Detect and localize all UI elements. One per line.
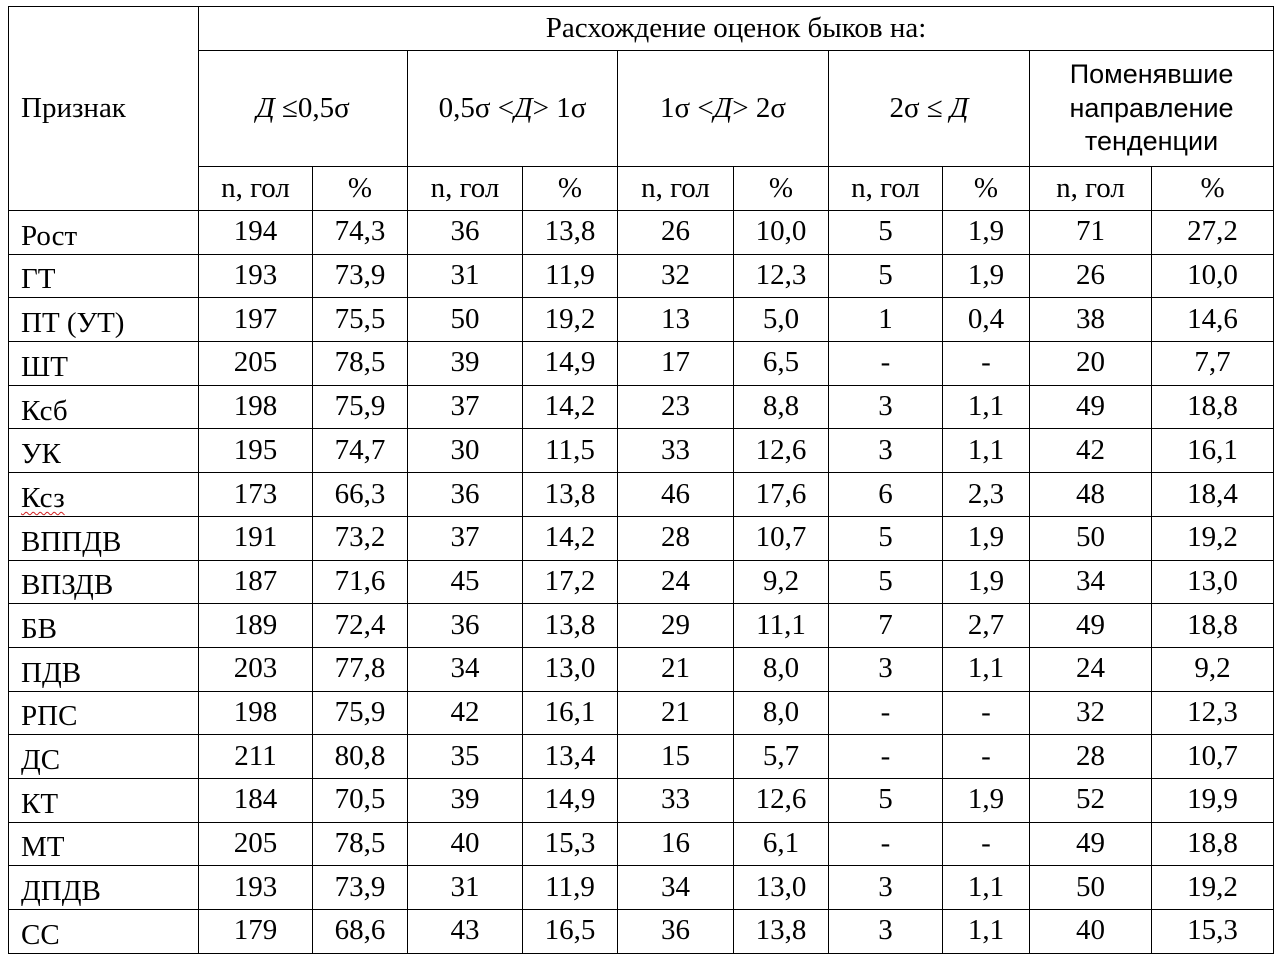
table-cell: 7	[829, 604, 943, 648]
feature-name	[9, 647, 199, 691]
table-cell: 32	[1030, 691, 1152, 735]
sub-header-count: n, гол	[408, 167, 523, 211]
table-cell: 13,8	[734, 910, 829, 954]
table-row	[9, 822, 1274, 866]
table-cell: 73,9	[313, 866, 408, 910]
table-cell: 73,2	[313, 516, 408, 560]
table-cell: 3	[829, 866, 943, 910]
table-row	[9, 429, 1274, 473]
table-cell: 15,3	[523, 822, 618, 866]
table-cell: 10,7	[734, 516, 829, 560]
table-cell: 194	[199, 211, 313, 255]
table-cell: 50	[408, 298, 523, 342]
table-cell: 16,1	[1152, 429, 1274, 473]
feature-name	[9, 254, 199, 298]
table-cell: 74,7	[313, 429, 408, 473]
range-header-4: 2σ ≤ Д	[829, 51, 1030, 167]
feature-name-text: ГТ	[21, 263, 56, 296]
table-cell: 39	[408, 342, 523, 386]
table-cell: 16	[618, 822, 734, 866]
feature-name	[9, 560, 199, 604]
table-cell: 5	[829, 778, 943, 822]
table-cell: 8,0	[734, 647, 829, 691]
table-cell: 80,8	[313, 735, 408, 779]
table-cell: 37	[408, 516, 523, 560]
feature-name	[9, 473, 199, 517]
table-cell: 74,3	[313, 211, 408, 255]
table-cell: 50	[1030, 516, 1152, 560]
table-row	[9, 778, 1274, 822]
table-cell: 18,8	[1152, 822, 1274, 866]
table-cell: 1,1	[943, 910, 1030, 954]
sub-header-percent: %	[734, 167, 829, 211]
table-cell: 21	[618, 647, 734, 691]
table-cell: 26	[618, 211, 734, 255]
table-cell: 193	[199, 254, 313, 298]
table-cell: 8,8	[734, 385, 829, 429]
table-cell: 70,5	[313, 778, 408, 822]
table-cell: 1,1	[943, 385, 1030, 429]
table-row	[9, 254, 1274, 298]
table-cell: 14,6	[1152, 298, 1274, 342]
feature-name-text: ВПЗДВ	[21, 569, 114, 602]
table-cell: 24	[1030, 647, 1152, 691]
table-row	[9, 516, 1274, 560]
table-cell: 31	[408, 254, 523, 298]
table-cell: 179	[199, 910, 313, 954]
table-row	[9, 647, 1274, 691]
feature-name	[9, 866, 199, 910]
table-cell: 13,8	[523, 473, 618, 517]
table-cell: 9,2	[734, 560, 829, 604]
feature-name	[9, 691, 199, 735]
table-row	[9, 691, 1274, 735]
table-cell: 71	[1030, 211, 1152, 255]
sub-header-count: n, гол	[618, 167, 734, 211]
feature-name-text: СС	[21, 918, 60, 951]
table-cell: 1,1	[943, 866, 1030, 910]
table-cell: 13,0	[734, 866, 829, 910]
table-cell: 3	[829, 429, 943, 473]
table-cell: 5	[829, 516, 943, 560]
range-header-2: 0,5σ <Д> 1σ	[408, 51, 618, 167]
table-cell: 3	[829, 910, 943, 954]
table-row	[9, 910, 1274, 954]
group-title: Расхождение оценок быков на:	[199, 7, 1274, 51]
table-cell: 24	[618, 560, 734, 604]
table-cell: 10,7	[1152, 735, 1274, 779]
table-cell: 17,2	[523, 560, 618, 604]
table-cell: 1	[829, 298, 943, 342]
table-cell: 211	[199, 735, 313, 779]
table-cell: 14,9	[523, 778, 618, 822]
feature-name	[9, 342, 199, 386]
table-cell: -	[943, 735, 1030, 779]
table-cell: 8,0	[734, 691, 829, 735]
table-cell: 12,6	[734, 778, 829, 822]
sub-header-count: n, гол	[199, 167, 313, 211]
table-cell: 12,6	[734, 429, 829, 473]
table-cell: 6,5	[734, 342, 829, 386]
sub-header-count: n, гол	[829, 167, 943, 211]
range-header-3: 1σ <Д> 2σ	[618, 51, 829, 167]
table-cell: -	[829, 342, 943, 386]
table-cell: 198	[199, 691, 313, 735]
table-cell: 23	[618, 385, 734, 429]
table-cell: 36	[408, 473, 523, 517]
table-cell: 17,6	[734, 473, 829, 517]
table-cell: 13	[618, 298, 734, 342]
table-cell: 34	[1030, 560, 1152, 604]
table-cell: 78,5	[313, 342, 408, 386]
table-cell: 30	[408, 429, 523, 473]
table-cell: 38	[1030, 298, 1152, 342]
table-cell: 1,1	[943, 647, 1030, 691]
table-cell: 49	[1030, 604, 1152, 648]
table-cell: 12,3	[734, 254, 829, 298]
feature-name	[9, 298, 199, 342]
table-cell: 1,9	[943, 560, 1030, 604]
table-cell: 36	[408, 604, 523, 648]
bull-estimates-table	[8, 6, 1274, 954]
table-cell: 11,1	[734, 604, 829, 648]
range-header-1: Д ≤0,5σ	[199, 51, 408, 167]
table-cell: 10,0	[1152, 254, 1274, 298]
table-cell: 10,0	[734, 211, 829, 255]
table-cell: 1,9	[943, 516, 1030, 560]
table-cell: 205	[199, 342, 313, 386]
table-cell: 15,3	[1152, 910, 1274, 954]
table-cell: 19,2	[1152, 516, 1274, 560]
table-cell: 5	[829, 254, 943, 298]
table-cell: 11,5	[523, 429, 618, 473]
table-cell: 173	[199, 473, 313, 517]
table-cell: 184	[199, 778, 313, 822]
table-cell: 13,8	[523, 211, 618, 255]
feature-name-text: ДС	[21, 744, 61, 777]
table-cell: 71,6	[313, 560, 408, 604]
table-cell: 66,3	[313, 473, 408, 517]
feature-name-text: ВППДВ	[21, 525, 122, 558]
feature-name	[9, 735, 199, 779]
table-cell: 49	[1030, 385, 1152, 429]
sub-header-percent: %	[943, 167, 1030, 211]
table-cell: 68,6	[313, 910, 408, 954]
table-cell: 26	[1030, 254, 1152, 298]
feature-name-text: ШТ	[21, 350, 68, 383]
changed-trend-header: Поменявшие направление тенденции	[1030, 51, 1274, 167]
sub-header-count: n, гол	[1030, 167, 1152, 211]
table-cell: 16,5	[523, 910, 618, 954]
table-cell: 20	[1030, 342, 1152, 386]
feature-name-text: МТ	[21, 831, 65, 864]
table-cell: 17	[618, 342, 734, 386]
table-cell: 1,1	[943, 429, 1030, 473]
feature-name-text: ПТ (УТ)	[21, 307, 125, 340]
table-cell: 13,8	[523, 604, 618, 648]
table-cell: 198	[199, 385, 313, 429]
table-cell: 2,7	[943, 604, 1030, 648]
table-cell: 31	[408, 866, 523, 910]
sub-header-percent: %	[1152, 167, 1274, 211]
table-cell: 12,3	[1152, 691, 1274, 735]
table-cell: 40	[1030, 910, 1152, 954]
table-cell: 15	[618, 735, 734, 779]
table-cell: 9,2	[1152, 647, 1274, 691]
table-cell: 46	[618, 473, 734, 517]
table-cell: 5,0	[734, 298, 829, 342]
sub-header-percent: %	[313, 167, 408, 211]
table-cell: 49	[1030, 822, 1152, 866]
table-cell: 187	[199, 560, 313, 604]
table-cell: 42	[1030, 429, 1152, 473]
feature-name	[9, 822, 199, 866]
table-cell: -	[943, 342, 1030, 386]
table-cell: 32	[618, 254, 734, 298]
table-cell: 3	[829, 647, 943, 691]
table-cell: 7,7	[1152, 342, 1274, 386]
table-cell: 75,5	[313, 298, 408, 342]
table-cell: 37	[408, 385, 523, 429]
feature-name-text: КТ	[21, 787, 59, 820]
feature-name	[9, 910, 199, 954]
table-cell: 77,8	[313, 647, 408, 691]
table-cell: 19,2	[1152, 866, 1274, 910]
table-cell: 18,8	[1152, 604, 1274, 648]
table-cell: 34	[408, 647, 523, 691]
feature-header: Признак	[9, 7, 199, 211]
table-cell: 27,2	[1152, 211, 1274, 255]
table-cell: 14,2	[523, 516, 618, 560]
table-cell: 19,9	[1152, 778, 1274, 822]
table-cell: 203	[199, 647, 313, 691]
table-cell: 5,7	[734, 735, 829, 779]
feature-name	[9, 604, 199, 648]
feature-name	[9, 429, 199, 473]
table-cell: 36	[408, 211, 523, 255]
table-cell: 78,5	[313, 822, 408, 866]
table-cell: 189	[199, 604, 313, 648]
table-cell: 36	[618, 910, 734, 954]
table-cell: 2,3	[943, 473, 1030, 517]
table-cell: 6,1	[734, 822, 829, 866]
table-row	[9, 342, 1274, 386]
feature-name	[9, 778, 199, 822]
feature-name	[9, 211, 199, 255]
table-cell: 1,9	[943, 211, 1030, 255]
table-cell: 34	[618, 866, 734, 910]
sub-header-row	[9, 167, 1274, 211]
table-cell: 29	[618, 604, 734, 648]
table-cell: 16,1	[523, 691, 618, 735]
table-cell: 73,9	[313, 254, 408, 298]
table-row	[9, 604, 1274, 648]
feature-name	[9, 385, 199, 429]
table-cell: 35	[408, 735, 523, 779]
table-cell: 1,9	[943, 254, 1030, 298]
table-cell: 43	[408, 910, 523, 954]
table-row	[9, 298, 1274, 342]
table-cell: 13,0	[523, 647, 618, 691]
table-body	[9, 211, 1274, 954]
table-cell: 48	[1030, 473, 1152, 517]
feature-name-text: БВ	[21, 612, 57, 645]
table-cell: 75,9	[313, 385, 408, 429]
table-cell: 195	[199, 429, 313, 473]
table-cell: 13,0	[1152, 560, 1274, 604]
table-cell: 0,4	[943, 298, 1030, 342]
table-cell: 50	[1030, 866, 1152, 910]
table-cell: 39	[408, 778, 523, 822]
table-cell: 13,4	[523, 735, 618, 779]
table-cell: 5	[829, 560, 943, 604]
table-cell: 6	[829, 473, 943, 517]
table-cell: 18,4	[1152, 473, 1274, 517]
table-cell: -	[943, 691, 1030, 735]
feature-name-text: ДПДВ	[21, 875, 101, 908]
table-cell: 52	[1030, 778, 1152, 822]
table-cell: 205	[199, 822, 313, 866]
table-cell: -	[943, 822, 1030, 866]
table-cell: 11,9	[523, 866, 618, 910]
table-cell: 18,8	[1152, 385, 1274, 429]
feature-name-text: УК	[21, 438, 61, 471]
table-cell: 191	[199, 516, 313, 560]
feature-name	[9, 516, 199, 560]
table-cell: 33	[618, 429, 734, 473]
table-cell: 19,2	[523, 298, 618, 342]
table-cell: 14,9	[523, 342, 618, 386]
table-cell: -	[829, 822, 943, 866]
feature-name-text: Ксб	[21, 394, 68, 427]
table-cell: 14,2	[523, 385, 618, 429]
table-cell: 5	[829, 211, 943, 255]
feature-name-text: ПДВ	[21, 656, 82, 689]
table-cell: 3	[829, 385, 943, 429]
table-cell: 72,4	[313, 604, 408, 648]
table-cell: 21	[618, 691, 734, 735]
table-cell: 28	[618, 516, 734, 560]
feature-name-text: Рост	[21, 219, 78, 252]
table-row	[9, 473, 1274, 517]
table-cell: -	[829, 691, 943, 735]
table-cell: 1,9	[943, 778, 1030, 822]
sub-header-percent: %	[523, 167, 618, 211]
table-cell: 75,9	[313, 691, 408, 735]
table-row	[9, 560, 1274, 604]
feature-name-text: РПС	[21, 700, 78, 733]
table-cell: 42	[408, 691, 523, 735]
table-row	[9, 211, 1274, 255]
table-row	[9, 866, 1274, 910]
table-cell: 40	[408, 822, 523, 866]
table-row	[9, 385, 1274, 429]
table-cell: 193	[199, 866, 313, 910]
table-cell: 197	[199, 298, 313, 342]
table-row	[9, 735, 1274, 779]
table-cell: -	[829, 735, 943, 779]
table-cell: 28	[1030, 735, 1152, 779]
table-cell: 11,9	[523, 254, 618, 298]
table-cell: 45	[408, 560, 523, 604]
feature-name-text: Ксз	[21, 481, 65, 514]
table-cell: 33	[618, 778, 734, 822]
